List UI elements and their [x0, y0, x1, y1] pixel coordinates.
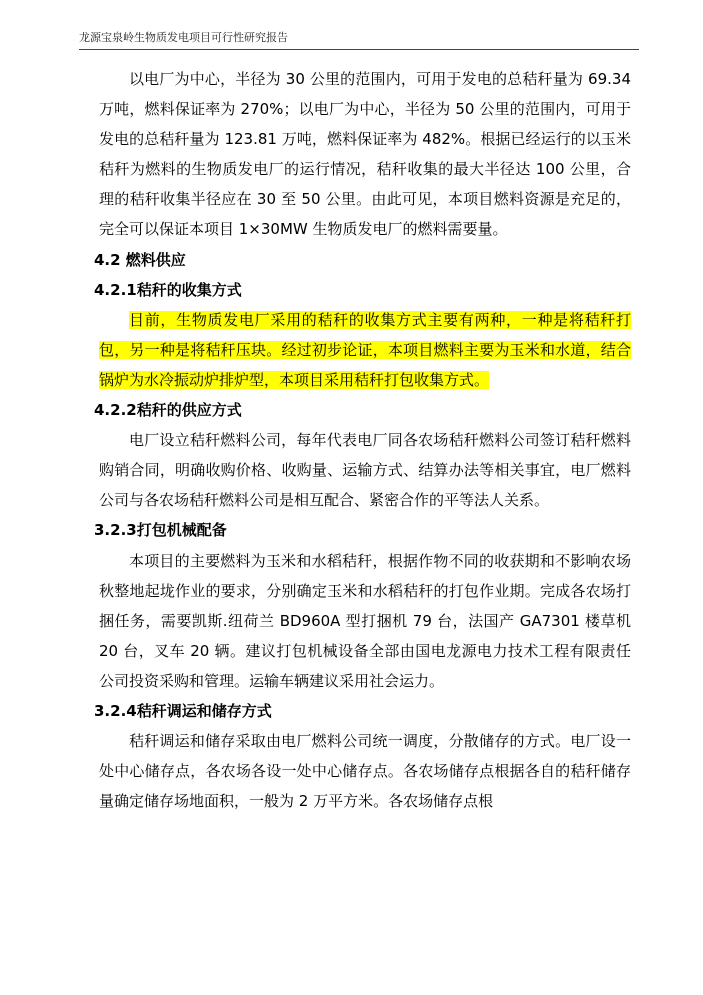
section-heading-3-2-4: 3.2.4秸秆调运和储存方式 — [94, 701, 272, 720]
paragraph-supply-method: 电厂设立秸秆燃料公司，每年代表电厂同各农场秸秆燃料公司签订秸秆燃料购销合同，明确收购价格、收购量、运输方式、结算办法等相关事宜，电厂燃料公司与各农场秸秆燃料公司是相互配合、紧密合作的平等法人关系。 — [99, 431, 631, 510]
header-title: 龙源宝泉岭生物质发电项目可行性研究报告 — [79, 31, 288, 44]
document-body — [94, 64, 631, 816]
paragraph-fuel-resources: 以电厂为中心，半径为 30 公里的范围内，可用于发电的总秸秆量为 69.34 万吨，燃料保证率为 270%；以电厂为中心，半径为 50 公里的范围内，可用于发电的总秸秆量为 123.81 万吨，燃料保证率为 482%。根据已经运行的以玉米秸秆为燃料的生物质发电厂的运行情况，秸秆收集的最大半径达 100 公里，合理的秸秆收集半径应在 30 至 50 公里。由此可见，本项目燃料资源是充足的，完全可以保证本项目 1×30MW 生物质发电厂的燃料需要量。 — [99, 70, 631, 239]
section-heading-4-2-1: 4.2.1秸秆的收集方式 — [94, 280, 242, 299]
paragraph-baling-machinery: 本项目的主要燃料为玉米和水稻秸秆，根据作物不同的收获期和不影响农场秋整地起垅作业的要求，分别确定玉米和水稻秸秆的打包作业期。完成各农场打捆任务，需要凯斯.纽荷兰 BD960A 型打捆机 79 台，法国产 GA7301 楼草机 20 台，叉车 20 辆。建议打包机械设备全部由国电龙源电力技术工程有限责任公司投资采购和管理。运输车辆建议采用社会运力。 — [99, 551, 631, 690]
paragraph-transport-storage: 秸秆调运和储存采取由电厂燃料公司统一调度，分散储存的方式。电厂设一处中心储存点，各农场各设一处中心储存点。各农场储存点根据各自的秸秆储存量确定储存场地面积，一般为 2 万平方米。各农场储存点根 — [99, 732, 631, 811]
section-heading-4-2: 4.2 燃料供应 — [94, 250, 186, 269]
page-header — [79, 31, 639, 50]
section-heading-3-2-3: 3.2.3打包机械配备 — [94, 521, 227, 540]
highlighted-text: 目前，生物质发电厂采用的秸秆的收集方式主要有两种，一种是将秸秆打包，另一种是将秸秆压块。经过初步论证，本项目燃料主要为玉米和水道，结合锅炉为水冷振动炉排炉型，本项目采用秸秆打包收集方式。 — [99, 310, 631, 389]
paragraph-collection-method — [99, 305, 631, 395]
section-heading-4-2-2: 4.2.2秸秆的供应方式 — [94, 401, 242, 420]
